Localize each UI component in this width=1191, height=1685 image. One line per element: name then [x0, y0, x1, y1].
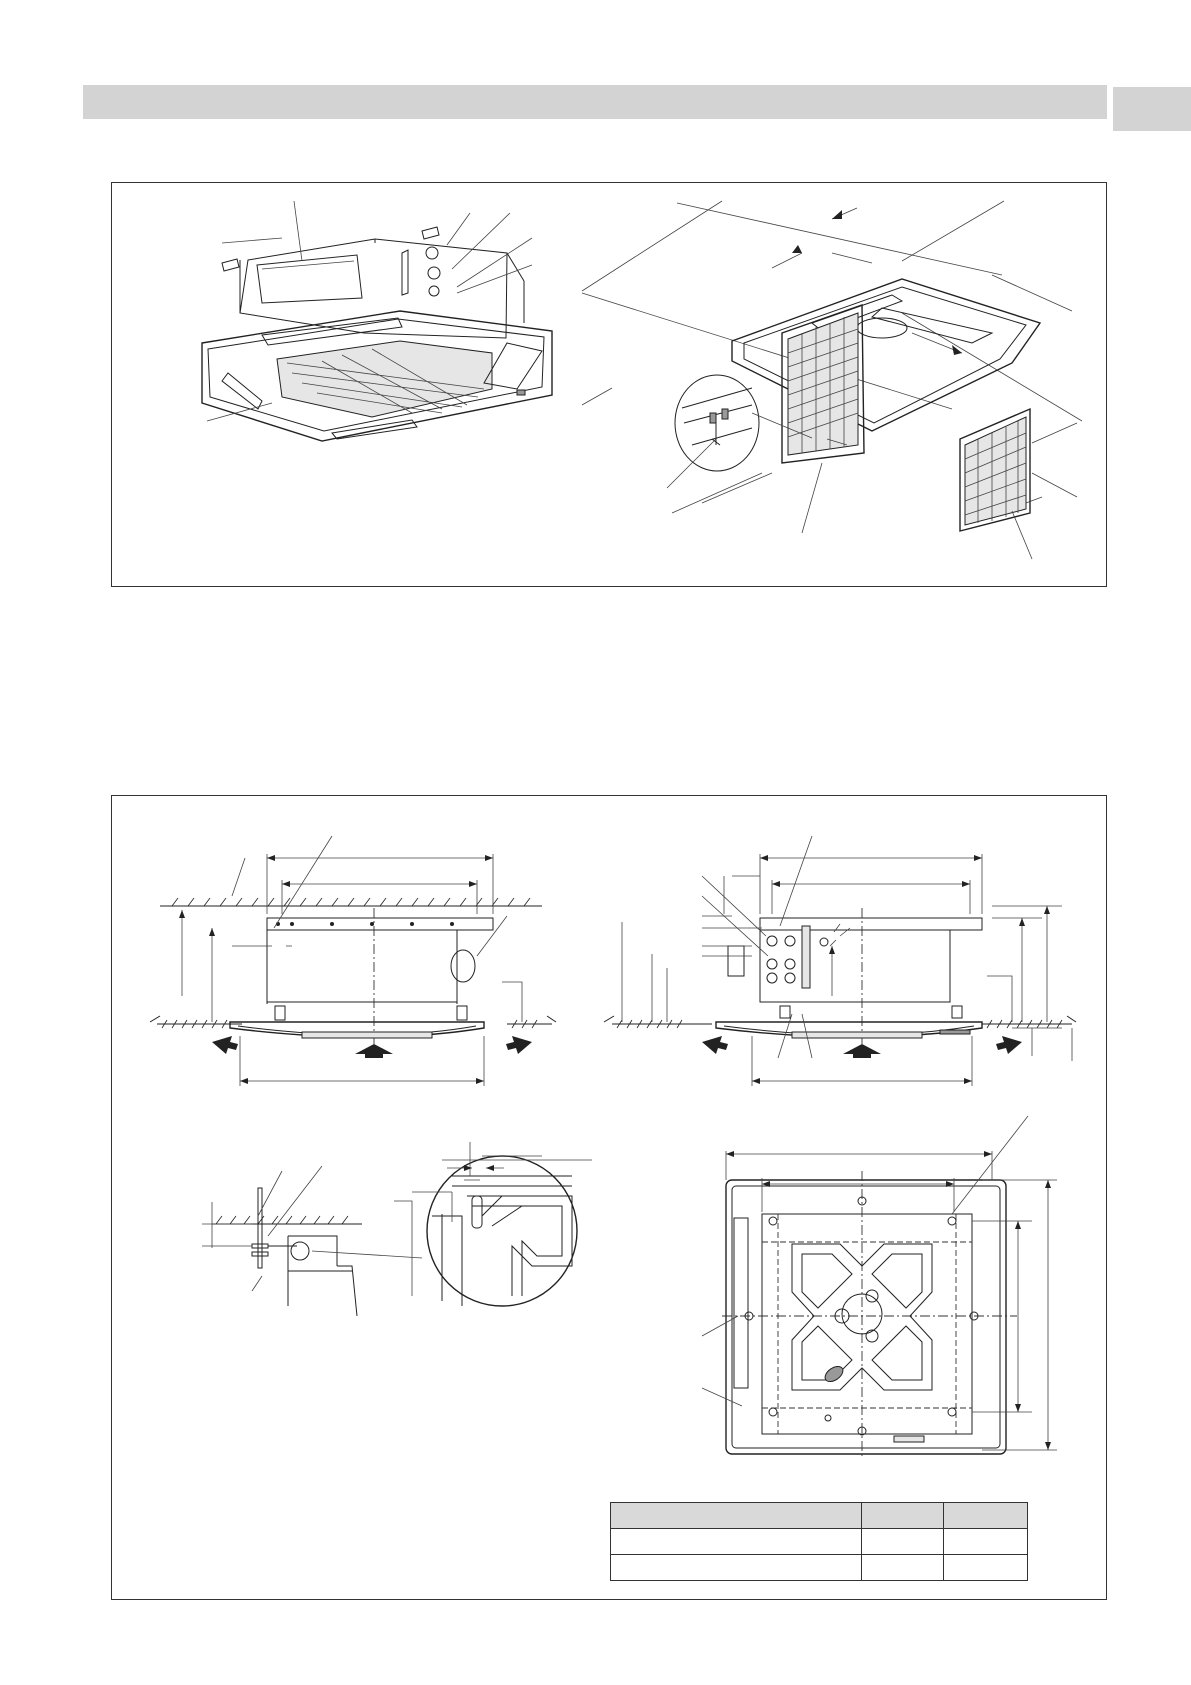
- table-cell: [944, 1529, 1028, 1555]
- figure-unit-overview: [111, 182, 1107, 587]
- spec-table-header-cell: [611, 1503, 862, 1529]
- table-row: [611, 1529, 1028, 1555]
- side-tab: [1113, 87, 1191, 131]
- spec-table-header: [611, 1503, 1028, 1529]
- dimension-drawings: [112, 796, 1108, 1601]
- unit-illustrations: [112, 183, 1108, 588]
- unit-exploded-view: [582, 201, 1082, 559]
- bracket-zoom-detail: [394, 1142, 592, 1306]
- table-row: [611, 1555, 1028, 1581]
- table-cell: [944, 1555, 1028, 1581]
- unit-isometric-view: [202, 201, 552, 441]
- spec-table: [610, 1502, 1028, 1581]
- spec-table-header-cell: [861, 1503, 944, 1529]
- table-cell: [861, 1529, 944, 1555]
- front-elevation: [150, 836, 556, 1086]
- table-cell: [861, 1555, 944, 1581]
- side-elevation: [604, 836, 1076, 1086]
- figure-dimensions: [111, 795, 1107, 1600]
- plan-view: [702, 1116, 1057, 1456]
- spec-table-header-cell: [944, 1503, 1028, 1529]
- table-cell: [611, 1529, 862, 1555]
- table-cell: [611, 1555, 862, 1581]
- hanging-bolt-detail: [202, 1166, 422, 1316]
- section-header-bar: [83, 85, 1107, 119]
